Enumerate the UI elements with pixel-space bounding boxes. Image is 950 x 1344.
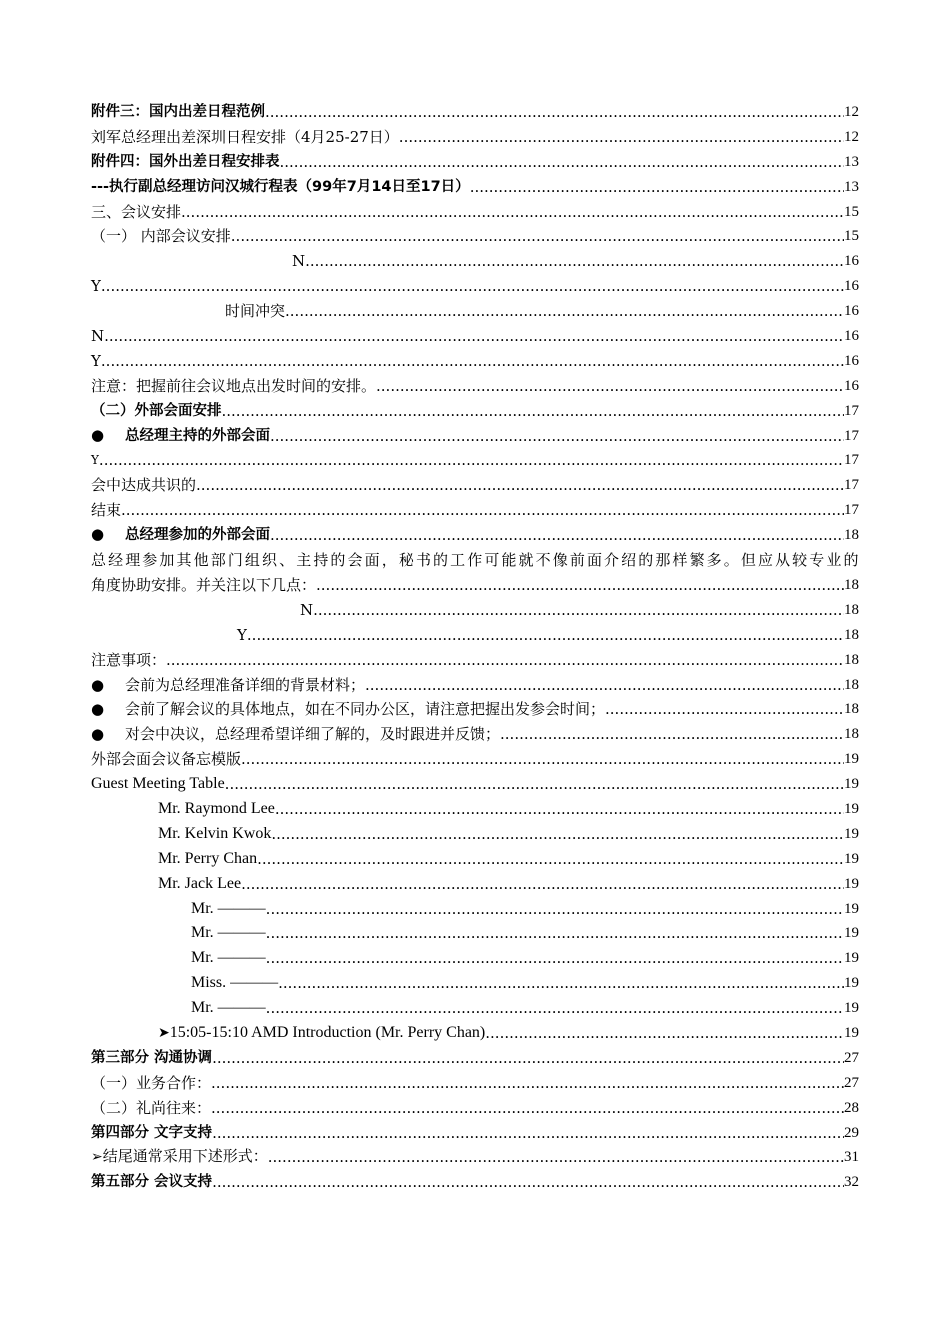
toc-entry-label xyxy=(91,1144,268,1170)
toc-entry-label xyxy=(91,200,181,225)
toc-leader-dots xyxy=(270,424,844,449)
toc-entry-label xyxy=(191,921,266,946)
toc-page-number: 16 xyxy=(844,377,859,394)
toc-page-number: 27 xyxy=(844,1049,859,1066)
toc-page-number: 19 xyxy=(844,850,859,867)
toc-entry-text: Mr. Raymond Lee xyxy=(158,799,275,817)
toc-entry[interactable] xyxy=(91,722,859,747)
toc-entry-text: Y xyxy=(91,351,101,370)
toc-entry-text: 第四部分 文字支持 xyxy=(91,1124,213,1141)
toc-entry-label xyxy=(158,872,241,897)
toc-page-number: 19 xyxy=(844,825,859,842)
toc-entry-text: Y xyxy=(91,453,99,468)
toc-leader-dots xyxy=(211,1096,844,1121)
toc-page-number: 19 xyxy=(844,776,859,793)
toc-entry-text: 附件四：国外出差日程安排表 xyxy=(91,153,280,170)
toc-leader-dots xyxy=(231,224,844,249)
toc-page-number: 16 xyxy=(844,328,859,344)
toc-entry-label xyxy=(91,175,470,200)
toc-entry-text: （二）礼尚往来： xyxy=(91,1098,212,1117)
toc-page-number: 18 xyxy=(844,626,859,643)
bullet-icon: ● xyxy=(91,700,105,719)
toc-leader-dots xyxy=(166,648,844,673)
toc-entry-label xyxy=(292,249,305,274)
toc-entry-text: 结束 xyxy=(91,501,122,520)
toc-page-number: 18 xyxy=(844,527,859,544)
toc-entry-text: Mr. Perry Chan xyxy=(158,849,258,867)
toc-entry-label xyxy=(91,673,365,698)
toc-entry-text: Mr. ——— xyxy=(191,899,266,917)
toc-leader-dots xyxy=(285,299,844,324)
toc-entry-label xyxy=(225,299,285,324)
toc-page-number: 17 xyxy=(844,502,859,519)
toc-entry[interactable] xyxy=(91,697,859,722)
toc-page-number: 18 xyxy=(844,601,859,618)
toc-leader-dots xyxy=(99,448,844,473)
toc-leader-dots xyxy=(266,897,844,922)
toc-page-number: 32 xyxy=(844,1174,859,1191)
toc-entry[interactable] xyxy=(91,473,859,498)
toc-leader-dots xyxy=(268,1145,844,1170)
toc-page-number: 18 xyxy=(844,576,859,593)
toc-leader-dots xyxy=(212,1170,844,1195)
toc-leader-dots xyxy=(212,1121,844,1146)
toc-entry[interactable] xyxy=(91,1096,859,1121)
toc-page-number: 15 xyxy=(844,228,859,245)
toc-entry-label xyxy=(158,847,257,872)
toc-entry-label xyxy=(91,349,101,374)
toc-page-number: 27 xyxy=(844,1074,859,1091)
toc-entry-text: 会前为总经理准备详细的背景材料； xyxy=(125,675,366,694)
toc-entry-label xyxy=(158,822,271,847)
toc-entry-label xyxy=(91,772,225,797)
toc-entry-text: Y xyxy=(237,625,247,644)
toc-entry-text: 结尾通常采用下述形式： xyxy=(102,1147,268,1166)
toc-leader-dots xyxy=(266,996,844,1021)
toc-entry[interactable] xyxy=(91,946,859,971)
toc-leader-dots xyxy=(241,872,844,897)
toc-entry[interactable] xyxy=(91,872,859,897)
toc-entry-text: 外部会面会议备忘模版 xyxy=(91,750,242,769)
toc-entry[interactable] xyxy=(91,224,859,249)
toc-page-number: 16 xyxy=(844,278,859,295)
toc-entry[interactable] xyxy=(91,1071,859,1096)
toc-entry-text: ---执行副总经理访问汉城行程表（99年7月14日至17日） xyxy=(91,178,470,195)
toc-entry[interactable] xyxy=(91,1046,859,1071)
toc-entry-label xyxy=(91,125,399,150)
toc-page-number: 15 xyxy=(844,203,859,220)
toc-entry[interactable] xyxy=(91,797,859,822)
toc-page-number: 19 xyxy=(844,800,859,817)
toc-entry[interactable] xyxy=(91,1121,859,1146)
toc-entry-text: N xyxy=(91,327,105,345)
toc-entry-text: 刘军总经理出差深圳日程安排（4月25-27日） xyxy=(91,127,399,146)
toc-entry[interactable] xyxy=(91,598,859,623)
toc-entry-text: Mr. Kelvin Kwok xyxy=(158,824,272,842)
toc-entry-second-line xyxy=(91,573,859,598)
toc-entry[interactable] xyxy=(91,673,859,698)
toc-leader-dots xyxy=(470,175,844,200)
toc-entry[interactable] xyxy=(91,847,859,872)
toc-page-number: 19 xyxy=(844,875,859,892)
toc-entry-label xyxy=(91,100,265,125)
toc-leader-dots xyxy=(211,1071,844,1096)
toc-page-number: 19 xyxy=(844,900,859,917)
toc-leader-dots xyxy=(605,697,844,722)
toc-entry-label xyxy=(191,897,266,922)
toc-leader-dots xyxy=(265,100,844,125)
toc-entry-text: 会中达成共识的 xyxy=(91,476,197,495)
toc-page-number: 28 xyxy=(844,1099,859,1116)
toc-entry-label-line1: 总经理参加其他部门组织、主持的会面，秘书的工作可能就不像前面介绍的那样繁多。但应从较专业的 xyxy=(91,551,859,570)
toc-entry[interactable] xyxy=(91,772,859,797)
toc-entry-label xyxy=(91,1046,212,1071)
toc-entry[interactable] xyxy=(91,623,859,648)
toc-entry-text: Miss. ——— xyxy=(191,974,279,992)
bullet-icon: ● xyxy=(91,675,105,694)
toc-page-number: 19 xyxy=(844,751,859,768)
toc-leader-dots xyxy=(270,523,844,548)
toc-entry-label xyxy=(191,996,266,1021)
toc-entry-label xyxy=(91,423,270,449)
toc-page-number: 19 xyxy=(844,1000,859,1017)
toc-entry[interactable] xyxy=(91,1170,859,1195)
toc-entry[interactable] xyxy=(91,996,859,1021)
toc-page-number: 19 xyxy=(844,925,859,942)
toc-entry-text: N xyxy=(300,600,314,619)
toc-entry-label xyxy=(91,648,166,673)
toc-leader-dots xyxy=(376,374,844,399)
toc-leader-dots xyxy=(278,971,844,996)
toc-entry[interactable] xyxy=(91,1021,859,1046)
toc-entry-text: Guest Meeting Table xyxy=(91,775,225,793)
toc-entry[interactable] xyxy=(91,523,859,548)
toc-entry-label xyxy=(158,1021,485,1046)
toc-page-number: 17 xyxy=(844,427,859,444)
toc-section-1 xyxy=(91,100,859,548)
toc-entry[interactable] xyxy=(91,1145,859,1170)
bullet-icon: ● xyxy=(91,525,105,544)
toc-entry[interactable] xyxy=(91,897,859,922)
toc-leader-dots xyxy=(305,249,844,274)
toc-leader-dots xyxy=(101,274,844,299)
toc-entry-text: 第三部分 沟通协调 xyxy=(91,1049,213,1066)
toc-entry-label xyxy=(91,522,270,548)
toc-entry-label-line2: 角度协助安排。并关注以下几点： xyxy=(91,575,317,594)
toc-entry-text: 附件三：国内出差日程范例 xyxy=(91,103,265,120)
toc-leader-dots xyxy=(247,623,844,648)
toc-entry-text: 15:05-15:10 AMD Introduction (Mr. Perry Chan) xyxy=(169,1023,486,1041)
toc-page-number: 29 xyxy=(844,1124,859,1141)
toc-entry[interactable] xyxy=(91,399,859,424)
toc-entry-label xyxy=(237,623,247,648)
toc-entry-text: 注意：把握前往会议地点出发时间的安排。 xyxy=(91,376,377,395)
toc-page-number: 12 xyxy=(844,103,859,120)
toc-page-number: 17 xyxy=(844,452,859,469)
toc-entry-text: 注意事项： xyxy=(91,650,167,669)
toc-entry-label xyxy=(91,498,121,523)
toc-entry-text: N xyxy=(292,252,306,271)
toc-entry-label xyxy=(91,399,222,424)
toc-entry-label xyxy=(91,1096,211,1121)
toc-entry-label xyxy=(91,1071,211,1096)
toc-leader-dots xyxy=(225,772,844,797)
toc-entry[interactable] xyxy=(91,150,859,175)
toc-page-number: 17 xyxy=(844,402,859,419)
toc-entry-text: 总经理主持的外部会面 xyxy=(125,427,270,444)
toc-page-number: 16 xyxy=(844,352,859,369)
toc-entry-label xyxy=(91,1121,212,1146)
toc-entry-label xyxy=(300,598,313,623)
toc-page-number: 12 xyxy=(844,128,859,145)
arrow-bullet-icon: ➢ xyxy=(91,1149,103,1166)
toc-page-number: 18 xyxy=(844,676,859,693)
toc-page-number: 13 xyxy=(844,178,859,195)
toc-entry-text: Mr. ——— xyxy=(191,949,266,967)
table-of-contents xyxy=(91,100,859,1195)
toc-entry-label xyxy=(91,448,99,473)
toc-leader-dots xyxy=(365,673,844,698)
toc-leader-dots xyxy=(316,573,844,598)
toc-entry-text: 会前了解会议的具体地点，如在不同办公区，请注意把握出发参会时间； xyxy=(125,700,606,719)
toc-entry[interactable] xyxy=(91,747,859,772)
toc-leader-dots xyxy=(399,125,844,150)
toc-entry-label xyxy=(91,224,231,249)
toc-leader-dots xyxy=(257,847,844,872)
toc-entry[interactable] xyxy=(91,125,859,150)
toc-entry-label xyxy=(91,150,280,175)
toc-entry[interactable] xyxy=(91,498,859,523)
toc-entry-text: 总经理参加的外部会面 xyxy=(125,527,270,544)
toc-entry-label xyxy=(91,274,101,299)
toc-page-number: 18 xyxy=(844,701,859,718)
toc-entry[interactable] xyxy=(91,448,859,473)
toc-leader-dots xyxy=(104,324,844,349)
toc-entry-label xyxy=(91,697,605,722)
toc-page-number: 19 xyxy=(844,975,859,992)
toc-entry[interactable] xyxy=(91,175,859,200)
toc-page-number: 31 xyxy=(844,1149,859,1166)
toc-entry-text: 对会中决议，总经理希望详细了解的，及时跟进并反馈； xyxy=(125,725,501,744)
toc-entry-label xyxy=(91,473,196,498)
toc-entry[interactable] xyxy=(91,274,859,299)
toc-entry-label xyxy=(91,1170,212,1195)
toc-leader-dots xyxy=(181,200,844,225)
toc-leader-dots xyxy=(121,498,844,523)
toc-entry[interactable] xyxy=(91,822,859,847)
toc-entry-text: Mr. ——— xyxy=(191,999,266,1017)
toc-leader-dots xyxy=(500,722,844,747)
toc-page-number: 19 xyxy=(844,1024,859,1041)
toc-entry[interactable] xyxy=(91,424,859,449)
toc-entry-label xyxy=(191,946,266,971)
toc-entry[interactable] xyxy=(91,374,859,399)
toc-entry[interactable] xyxy=(91,249,859,274)
toc-leader-dots xyxy=(280,150,845,175)
toc-entry-wrapped[interactable] xyxy=(91,548,859,598)
toc-entry-text: 第五部分 会议支持 xyxy=(91,1174,213,1191)
toc-entry-label xyxy=(91,722,500,747)
toc-section-2 xyxy=(91,598,859,1195)
toc-page-number: 19 xyxy=(844,950,859,967)
toc-page-number: 13 xyxy=(844,153,859,170)
toc-leader-dots xyxy=(485,1021,844,1046)
toc-leader-dots xyxy=(275,797,844,822)
toc-entry-label xyxy=(91,324,104,349)
toc-entry[interactable] xyxy=(91,299,859,324)
toc-entry-label xyxy=(91,374,376,399)
toc-page-number: 18 xyxy=(844,651,859,668)
toc-entry[interactable] xyxy=(91,349,859,374)
bullet-icon: ● xyxy=(91,425,105,444)
toc-entry-text: （二）外部会面安排 xyxy=(91,402,222,419)
toc-leader-dots xyxy=(222,399,845,424)
toc-entry-text: Y xyxy=(91,277,101,296)
toc-entry[interactable] xyxy=(91,324,859,349)
toc-entry-text: 时间冲突 xyxy=(225,302,286,321)
toc-entry[interactable] xyxy=(91,971,859,996)
toc-leader-dots xyxy=(266,921,844,946)
toc-entry-label xyxy=(91,747,241,772)
toc-entry-text: （一） 内部会议安排 xyxy=(91,227,231,246)
toc-entry-label xyxy=(191,971,278,996)
bullet-icon: ● xyxy=(91,725,105,744)
toc-entry[interactable] xyxy=(91,921,859,946)
toc-leader-dots xyxy=(212,1046,844,1071)
arrow-bullet-icon: ➤ xyxy=(158,1024,170,1041)
toc-page-number: 18 xyxy=(844,726,859,743)
toc-entry-label xyxy=(158,797,275,822)
toc-leader-dots xyxy=(241,747,844,772)
toc-page-number: 16 xyxy=(844,303,859,320)
toc-entry-text: Mr. ——— xyxy=(191,924,266,942)
toc-leader-dots xyxy=(196,473,844,498)
toc-entry[interactable] xyxy=(91,100,859,125)
toc-entry-text: Mr. Jack Lee xyxy=(158,874,242,892)
toc-leader-dots xyxy=(313,598,844,623)
toc-page-number: 16 xyxy=(844,253,859,270)
toc-leader-dots xyxy=(271,822,844,847)
toc-entry[interactable] xyxy=(91,200,859,225)
toc-entry-text: （一）业务合作： xyxy=(91,1073,212,1092)
toc-page-number: 17 xyxy=(844,477,859,494)
toc-entry-text: 三、会议安排 xyxy=(91,202,182,221)
toc-entry[interactable] xyxy=(91,648,859,673)
toc-leader-dots xyxy=(101,349,844,374)
toc-leader-dots xyxy=(266,946,844,971)
